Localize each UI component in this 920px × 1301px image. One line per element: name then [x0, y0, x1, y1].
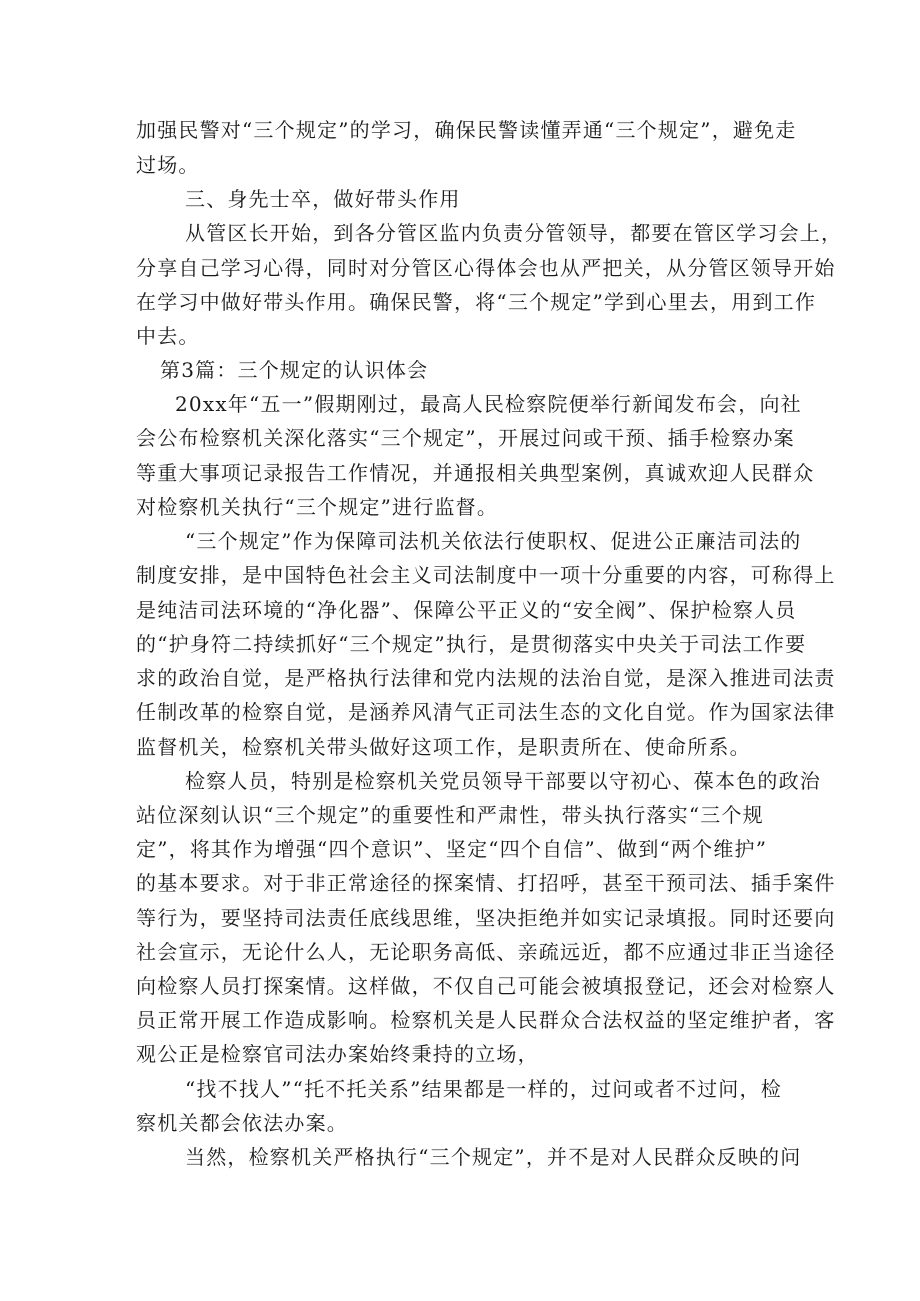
text-line: 在学习中做好带头作用。确保民警，将“三个规定”学到心里去，用到工作 — [136, 290, 817, 314]
text-line: 从管区长开始，到各分管区监内负责分管领导，都要在管区学习会上， — [185, 221, 843, 245]
text-line: 向检察人员打探案情。这样做，不仅自己可能会被填报登记，还会对检察人 — [136, 974, 836, 998]
text-line: 站位深刻认识“三个规定”的重要性和严肃性，带头执行落实“三个规 — [136, 803, 764, 827]
text-line: 察机关都会依法办案。 — [136, 1111, 348, 1135]
text-line: 社会宣示，无论什么人，无论职务高低、亲疏远近，都不应通过非正当途径 — [136, 940, 836, 964]
text-line: 加强民警对“三个规定”的学习，确保民警读懂弄通“三个规定”，避免走 — [136, 118, 797, 142]
text-line: 监督机关，检察机关带头做好这项工作，是职责所在、使命所系。 — [136, 735, 751, 759]
text-line: 分享自己学习心得，同时对分管区心得体会也从严把关，从分管区领导开始 — [136, 256, 836, 280]
text-line: 的“护身符二持续抓好“三个规定”执行，是贯彻落实中央关于司法工作要 — [136, 632, 807, 656]
text-line: 检察人员，特别是检察机关党员领导干部要以守初心、葆本色的政治 — [185, 769, 821, 793]
text-line: 过场。 — [136, 153, 200, 177]
text-line: 当然，检察机关严格执行“三个规定”，并不是对人民群众反映的问 — [185, 1145, 802, 1169]
text-line: 求的政治自觉，是严格执行法律和党内法规的法治自觉，是深入推进司法责 — [136, 666, 836, 690]
text-line: 制度安排，是中国特色社会主义司法制度中一项十分重要的内容，可称得上 — [136, 563, 836, 587]
text-line: 等行为，要坚持司法责任底线思维，坚决拒绝并如实记录填报。同时还要向 — [136, 906, 836, 930]
text-line: 员正常开展工作造成影响。检察机关是人民群众合法权益的坚定维护者，客 — [136, 1008, 836, 1032]
section-heading: 三、身先士卒，做好带头作用 — [185, 187, 461, 211]
text-line: “三个规定”作为保障司法机关依法行使职权、促进公正廉洁司法的 — [185, 529, 802, 553]
text-line: 20xx年“五一”假期刚过，最高人民检察院便举行新闻发布会，向社 — [175, 392, 802, 416]
text-line: 中去。 — [136, 324, 200, 348]
text-line: “找不找人”“托不托关系”结果都是一样的，过问或者不过问，检 — [185, 1077, 782, 1101]
text-line: 任制改革的检察自觉，是涵养风清气正司法生态的文化自觉。作为国家法律 — [136, 700, 836, 724]
text-line: 会公布检察机关深化落实“三个规定”，开展过问或干预、插手检察办案 — [136, 426, 795, 450]
text-line: 的基本要求。对于非正常途径的探案情、打招呼，甚至干预司法、插手案件 — [136, 871, 836, 895]
text-line: 对检察机关执行“三个规定”进行监督。 — [136, 495, 499, 519]
text-line: 是纯洁司法环境的“净化器”、保障公平正义的“安全阀”、保护检察人员 — [136, 598, 797, 622]
text-line: 观公正是检察官司法办案始终秉持的立场， — [136, 1042, 539, 1066]
text-line: 等重大事项记录报告工作情况，并通报相关典型案例，真诚欢迎人民群众 — [136, 461, 815, 485]
article-heading: 第3篇：三个规定的认识体会 — [160, 358, 429, 382]
text-line: 定”，将其作为增强“四个意识”、坚定“四个自信”、做到“两个维护” — [136, 837, 768, 861]
